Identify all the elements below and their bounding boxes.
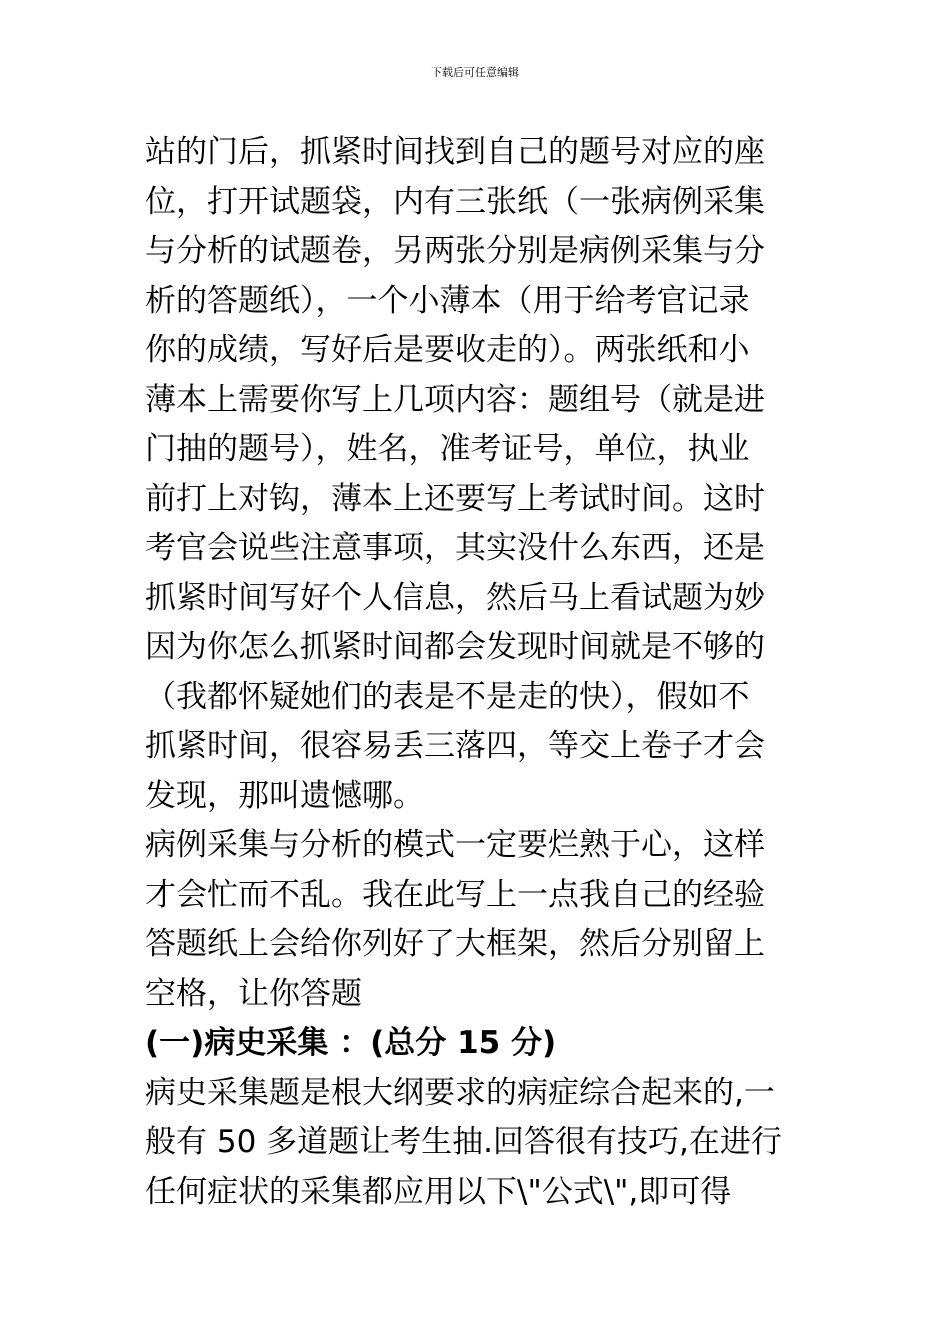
text-line: （我都怀疑她们的表是不是走的快），假如不: [145, 678, 750, 715]
text-line: 抓紧时间，很容易丢三落四，等交上卷子才会: [145, 728, 765, 764]
page-header: 下载后可任意编辑: [431, 66, 519, 79]
text-line: 薄本上需要你写上几项内容：题组号（就是进: [145, 381, 765, 418]
text-line: 门抽的题号），姓名，准考证号，单位，执业: [145, 431, 750, 467]
text-line: 因为你怎么抓紧时间都会发现时间就是不够的: [145, 629, 765, 665]
text-line: 般有 50 多道题让考生抽.回答很有技巧,在进行: [145, 1124, 782, 1160]
text-line: 病例采集与分析的模式一定要烂熟于心，这样: [145, 827, 765, 863]
text-line: 空格，让你答题: [145, 975, 362, 1012]
text-line: 才会忙而不乱。我在此写上一点我自己的经验: [145, 876, 765, 913]
document-body: [145, 128, 810, 1217]
text-line: 位，打开试题袋，内有三张纸（一张病例采集: [145, 183, 765, 220]
text-line: 前打上对钩，薄本上还要写上考试时间。这时: [145, 480, 765, 517]
text-line: 病史采集题是根大纲要求的病症综合起来的,一: [145, 1074, 775, 1111]
text-line: 你的成绩，写好后是要收走的）。两张纸和小: [145, 332, 750, 368]
text-line: 抓紧时间写好个人信息，然后马上看试题为妙: [145, 579, 765, 616]
text-line: 析的答题纸），一个小薄本（用于给考官记录: [145, 282, 750, 319]
text-line: 站的门后，抓紧时间找到自己的题号对应的座: [145, 134, 765, 170]
text-line: 发现，那叫遗憾哪。: [145, 777, 424, 814]
text-line: 考官会说些注意事项，其实没什么东西，还是: [145, 530, 765, 566]
text-line: 答题纸上会给你列好了大框架，然后分别留上: [145, 926, 765, 962]
section-heading: (一)病史采集 ：(总分 15 分): [145, 1025, 557, 1061]
text-line: 任何症状的采集都应用以下\"公式\",即可得: [145, 1173, 732, 1210]
text-line: 与分析的试题卷，另两张分别是病例采集与分: [145, 233, 765, 269]
